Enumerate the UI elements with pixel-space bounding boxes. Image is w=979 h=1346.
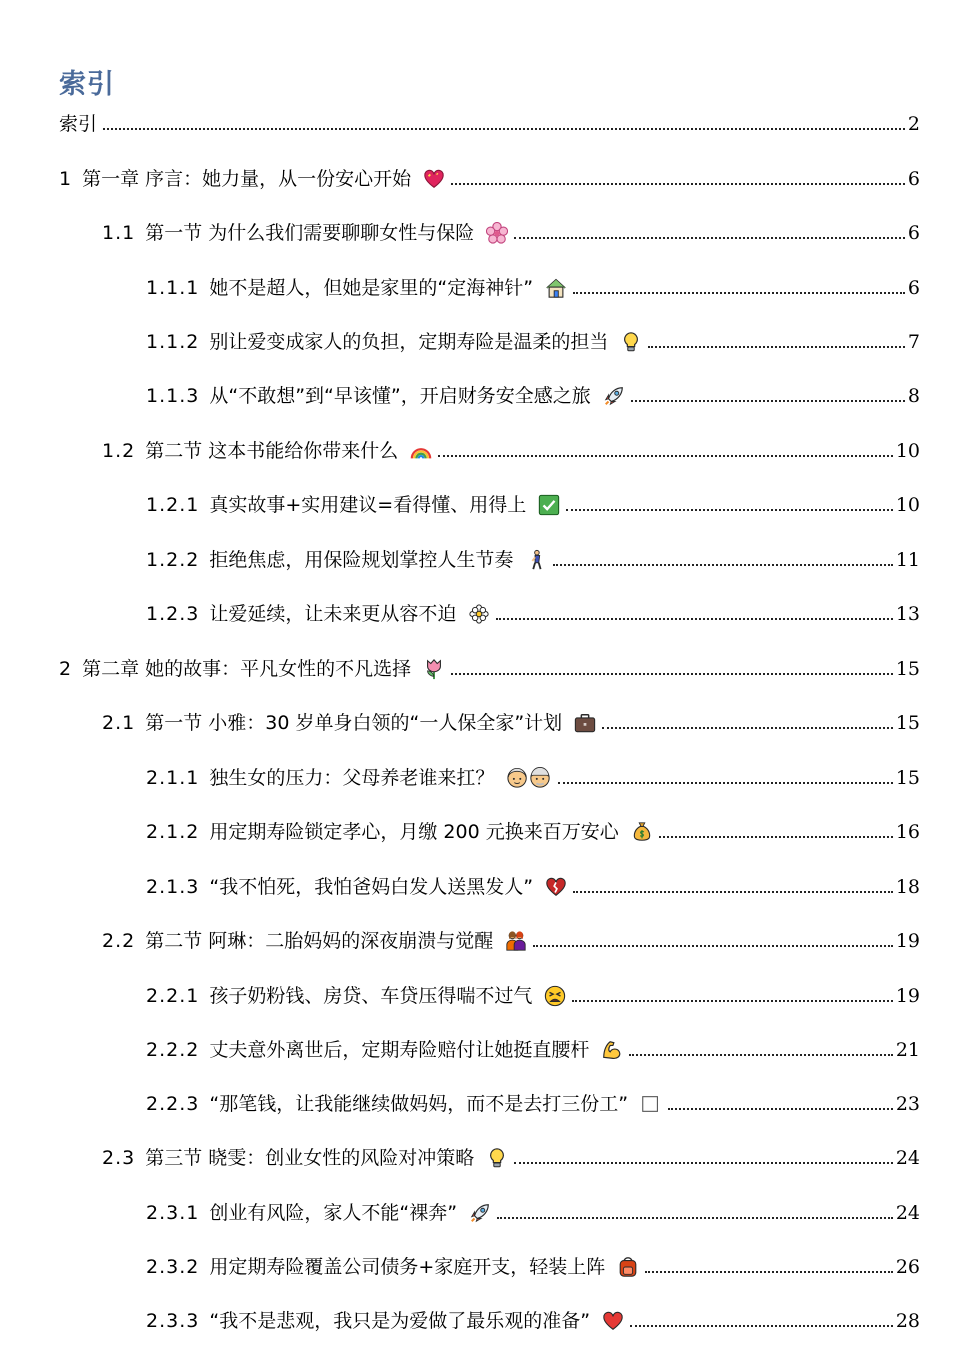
toc-entry-title: 第一节 小雅：30 岁单身白领的“一人保全家”计划: [145, 712, 563, 734]
toc-page-number: 6: [907, 168, 920, 190]
toc-entry-2-2-3[interactable]: [146, 1087, 920, 1117]
briefcase-icon: [574, 712, 596, 734]
toc-entry-1-1-2[interactable]: [146, 325, 920, 355]
toc-entry-number: 2.1.3: [146, 876, 200, 898]
toc-page-number: 15: [895, 658, 920, 680]
broken-heart-icon: [545, 876, 567, 898]
toc-entry-number: 2.2: [102, 930, 136, 952]
toc-entry-number: 2.2.2: [146, 1039, 200, 1061]
toc-page-number: 10: [895, 494, 920, 516]
dot-leader: [645, 1271, 893, 1273]
toc-entry-number: 1.2.3: [146, 603, 200, 625]
dot-leader: [553, 564, 892, 566]
toc-entry-number: 2.1.1: [146, 767, 200, 789]
toc-entry-number: 1.1.2: [146, 331, 200, 353]
dot-leader: [668, 1108, 893, 1110]
toc-page-number: 2: [907, 113, 920, 135]
toc-entry-1-2-1[interactable]: [146, 488, 920, 518]
toc-entry-number: 2.3.1: [146, 1202, 200, 1224]
toc-entry-section-1-2[interactable]: [102, 434, 920, 464]
toc-entry-1-1-3[interactable]: [146, 379, 920, 409]
toc-entry-1-2-2[interactable]: [146, 543, 920, 573]
dot-leader: [558, 782, 892, 784]
toc-page-number: 18: [895, 876, 920, 898]
flower-icon: [468, 603, 490, 625]
dot-leader: [659, 836, 893, 838]
tired-face-icon: [544, 985, 566, 1007]
dot-leader: [514, 237, 905, 239]
toc-entry-title: 第二章 她的故事：平凡女性的不凡选择: [82, 658, 412, 680]
toc-entry-number: 2.2.1: [146, 985, 200, 1007]
toc-entry-number: 1.2.2: [146, 549, 200, 571]
toc-entry-title: “我不是悲观，我只是为爱做了最乐观的准备”: [209, 1310, 591, 1332]
dot-leader: [573, 891, 893, 893]
toc-entry-chapter-1[interactable]: [59, 162, 920, 192]
toc-entry-number: 2.3.3: [146, 1310, 200, 1332]
dot-leader: [496, 618, 892, 620]
toc-entry-1-1-1[interactable]: [146, 271, 920, 301]
person-walking-icon: [525, 549, 547, 571]
toc-entry-title: 第二节 这本书能给你带来什么: [145, 440, 399, 462]
toc-entry-title: “我不怕死，我怕爸妈白发人送黑发人”: [209, 876, 534, 898]
dot-leader: [533, 945, 893, 947]
toc-entry-section-2-3[interactable]: [102, 1141, 920, 1171]
index-heading: 索引: [59, 69, 115, 100]
dot-leader: [451, 673, 893, 675]
toc-entry-number: 2: [59, 658, 73, 680]
toc-entry-number: 1.2: [102, 440, 136, 462]
toc-entry-2-1-3[interactable]: [146, 870, 920, 900]
toc-entry-title: “那笔钱，让我能继续做妈妈，而不是去打三份工”: [209, 1093, 629, 1115]
toc-page-number: 6: [907, 222, 920, 244]
toc-entry-number: 1: [59, 168, 73, 190]
dot-leader: [451, 183, 905, 185]
toc-page-number: 23: [895, 1093, 920, 1115]
toc-page-number: 28: [895, 1310, 920, 1332]
rocket-icon: [469, 1202, 491, 1224]
toc-entry-2-3-3[interactable]: [146, 1304, 920, 1334]
toc-page-number: 6: [907, 277, 920, 299]
flexed-biceps-icon: [601, 1039, 623, 1061]
toc-entry-number: 1.2.1: [146, 494, 200, 516]
light-bulb-icon: [486, 1147, 508, 1169]
toc-entry-title: 第一节 为什么我们需要聊聊女性与保险: [145, 222, 475, 244]
toc-entry-section-2-1[interactable]: [102, 706, 920, 736]
house-icon: [545, 277, 567, 299]
backpack-icon: [617, 1256, 639, 1278]
dot-leader: [514, 1162, 893, 1164]
toc-entry-number: 2.3.2: [146, 1256, 200, 1278]
dot-leader: [497, 1217, 893, 1219]
tulip-icon: [423, 658, 445, 680]
empty-box-icon: [640, 1093, 662, 1115]
toc-entry-title: 独生女的压力：父母养老谁来扛？: [209, 767, 495, 789]
dot-leader: [103, 128, 905, 130]
family-icon: [505, 930, 527, 952]
toc-page-number: 7: [907, 331, 920, 353]
toc-entry-1-2-3[interactable]: [146, 597, 920, 627]
toc-entry-number: 1.1.3: [146, 385, 200, 407]
toc-entry-title: 真实故事+实用建议=看得懂、用得上: [209, 494, 527, 516]
toc-entry-number: 1.1.1: [146, 277, 200, 299]
toc-entry-title: 从“不敢想”到“早该懂”，开启财务安全感之旅: [209, 385, 591, 407]
toc-page-number: 24: [895, 1147, 920, 1169]
toc-entry-number: 1.1: [102, 222, 136, 244]
toc-entry-title: 她不是超人，但她是家里的“定海神针”: [209, 277, 534, 299]
toc-page-number: 10: [895, 440, 920, 462]
toc-entry-number: 2.1.2: [146, 821, 200, 843]
toc-page-number: 11: [895, 549, 920, 571]
toc-entry-2-1-1[interactable]: [146, 761, 920, 791]
toc-entry-title: 丈夫意外离世后，定期寿险赔付让她挺直腰杆: [209, 1039, 590, 1061]
toc-entry-title: 孩子奶粉钱、房贷、车贷压得喘不过气: [209, 985, 533, 1007]
toc-entry-number: 2.1: [102, 712, 136, 734]
toc-entry-section-1-1[interactable]: [102, 216, 920, 246]
toc-entry-chapter-2[interactable]: [59, 652, 920, 682]
rocket-icon: [603, 385, 625, 407]
toc-entry-number: 2.3: [102, 1147, 136, 1169]
toc-page-number: 15: [895, 767, 920, 789]
toc-page-number: 24: [895, 1202, 920, 1224]
toc-page-number: 19: [895, 985, 920, 1007]
toc-page-number: 15: [895, 712, 920, 734]
toc-page-number: 13: [895, 603, 920, 625]
dot-leader: [573, 292, 905, 294]
toc-page-number: 19: [895, 930, 920, 952]
money-bag-icon: [631, 821, 653, 843]
red-heart-icon: [602, 1310, 624, 1332]
heart-sparkle-icon: [423, 168, 445, 190]
toc-entry-2-2-1[interactable]: [146, 979, 920, 1009]
toc-entry-2-2-2[interactable]: [146, 1033, 920, 1063]
toc-entry-title: 用定期寿险覆盖公司债务+家庭开支，轻装上阵: [209, 1256, 606, 1278]
dot-leader: [629, 1054, 892, 1056]
rainbow-icon: [410, 440, 432, 462]
dot-leader: [572, 1000, 892, 1002]
dot-leader: [566, 509, 893, 511]
toc-entry-title: 索引: [59, 113, 98, 135]
toc-page-number: 26: [895, 1256, 920, 1278]
toc-entry-title: 别让爱变成家人的负担，定期寿险是温柔的担当: [209, 331, 609, 353]
toc-page-number: 21: [895, 1039, 920, 1061]
cherry-blossom-icon: [486, 222, 508, 244]
toc-entry-title: 第三节 晓雯：创业女性的风险对冲策略: [145, 1147, 475, 1169]
toc-entry-2-3-1[interactable]: [146, 1196, 920, 1226]
elderly-couple-icon: [506, 767, 552, 789]
toc-entry-index[interactable]: [59, 107, 920, 137]
toc-page-number: 16: [895, 821, 920, 843]
toc-entry-title: 第一章 序言：她力量，从一份安心开始: [82, 168, 412, 190]
toc-entry-number: 2.2.3: [146, 1093, 200, 1115]
toc-entry-title: 第二节 阿琳：二胎妈妈的深夜崩溃与觉醒: [145, 930, 494, 952]
dot-leader: [438, 455, 893, 457]
light-bulb-icon: [620, 331, 642, 353]
toc-entry-2-3-2[interactable]: [146, 1250, 920, 1280]
toc-entry-title: 让爱延续，让未来更从容不迫: [209, 603, 457, 625]
toc-page-number: 8: [907, 385, 920, 407]
toc-entry-2-1-2[interactable]: [146, 815, 920, 845]
dot-leader: [630, 1325, 893, 1327]
toc-entry-title: 创业有风险，家人不能“裸奔”: [209, 1202, 458, 1224]
dot-leader: [648, 346, 905, 348]
check-mark-icon: [538, 494, 560, 516]
dot-leader: [631, 400, 905, 402]
toc-entry-title: 用定期寿险锁定孝心，月缴 200 元换来百万安心: [209, 821, 619, 843]
toc-entry-title: 拒绝焦虑，用保险规划掌控人生节奏: [209, 549, 514, 571]
dot-leader: [602, 727, 893, 729]
toc-entry-section-2-2[interactable]: [102, 924, 920, 954]
